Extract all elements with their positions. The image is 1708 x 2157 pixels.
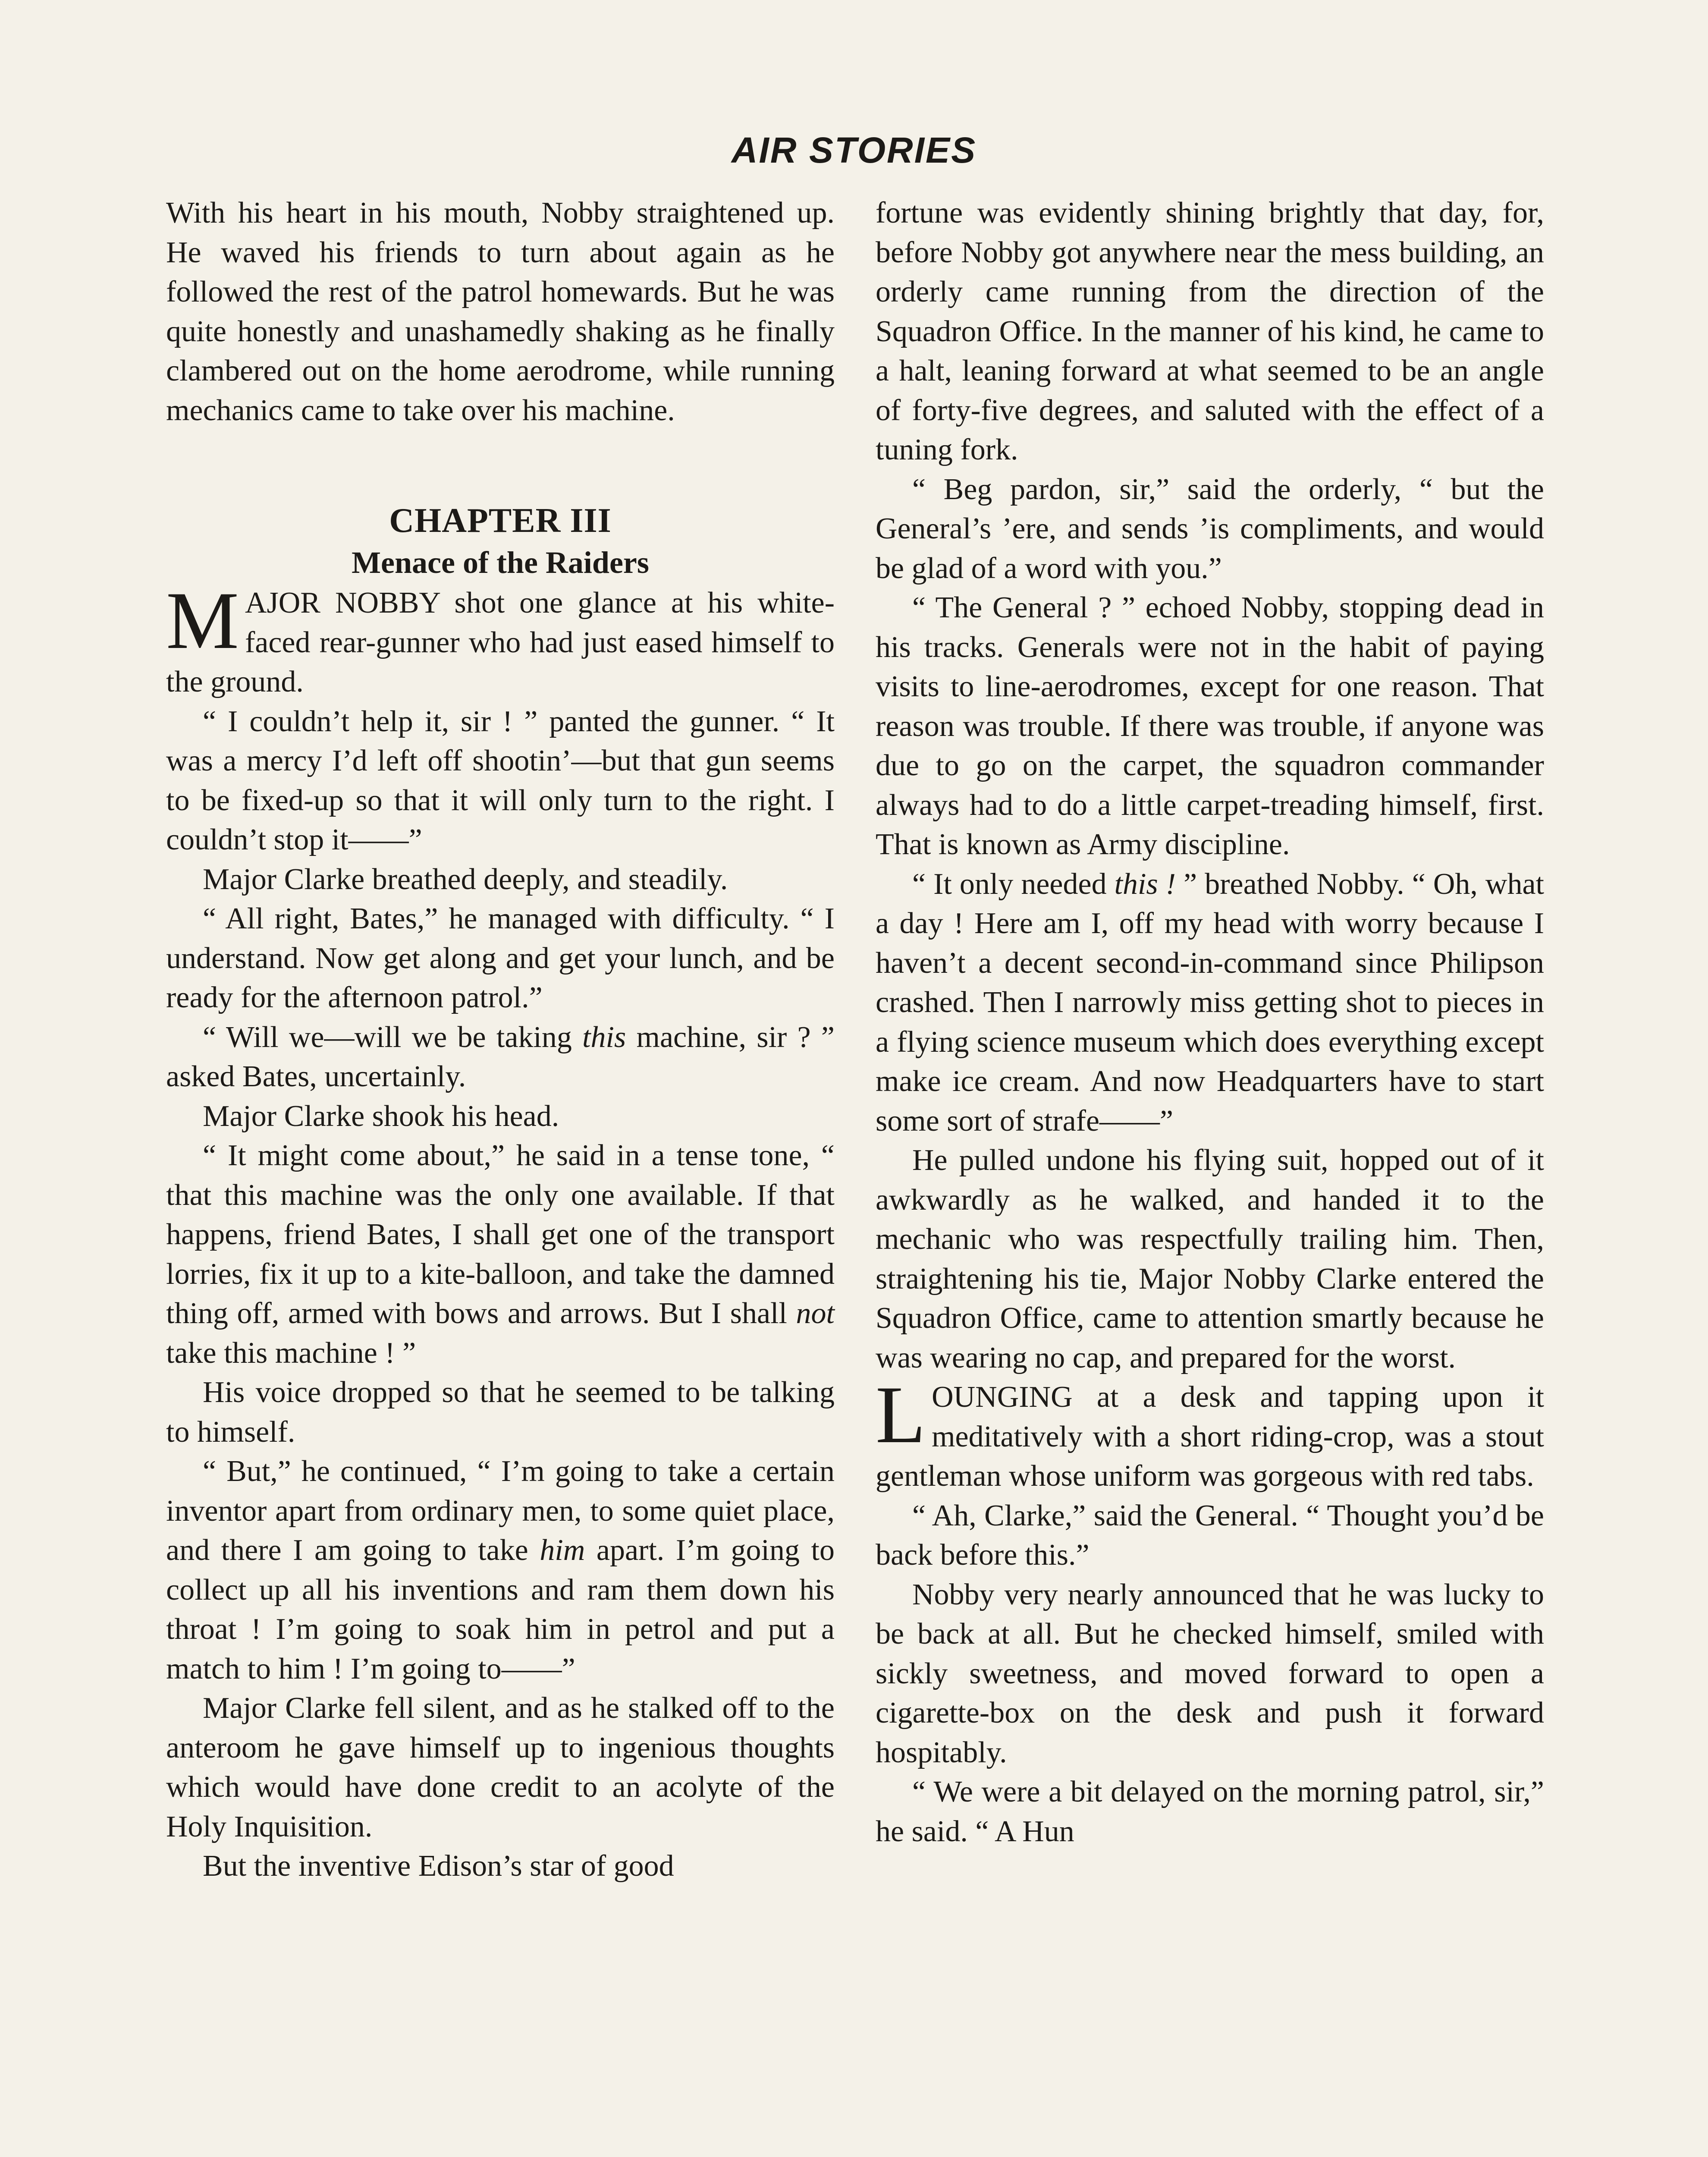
paragraph [166, 1452, 835, 1688]
paragraph: With his heart in his mouth, Nobby straightened up. He waved his friends to turn about again as he followed the rest of the patrol homewards. But he was quite honestly and unashamedly shaking as he finally clambered out on the home aerodrome, while running mechanics came to take over his machine. [166, 196, 835, 427]
paragraph: “ We were a bit delayed on the morning patrol, sir,” he said. “ A Hun [876, 1775, 1544, 1848]
paragraph: “ Ah, Clarke,” said the General. “ Thought you’d be back before this.” [876, 1499, 1544, 1572]
paragraph: “ I couldn’t help it, sir ! ” panted the gunner. “ It was a mercy I’d left off shootin’—but that gun seems to be fixed-up so that it will only turn to the right. I couldn’t stop it——” [166, 704, 835, 856]
paragraph: Major Clarke breathed deeply, and steadily. [203, 862, 728, 896]
chapter-title: CHAPTER III [389, 502, 612, 540]
paragraph: fortune was evidently shining brightly that day, for, before Nobby got anywhere near the mess building, an orderly came running from the direction of the Squadron Office. In the manner of his kind, he came to a halt, leaning forward at what seemed to be an angle of forty-five degrees, and saluted with the effect of a tuning fork. [876, 196, 1544, 466]
paragraph-text: apart. I’m going to collect up all his inventions and ram them down his throat ! I’m going to soak him in petrol and put a match to him ! I’m going to——” [166, 1534, 835, 1685]
paragraph: “ All right, Bates,” he managed with difficulty. “ I understand. Now get along and get your lunch, and be ready for the afternoon patrol.” [166, 902, 835, 1014]
paragraph-text: “ Will we—will we be taking [203, 1020, 583, 1054]
paragraph: His voice dropped so that he seemed to be talking to himself. [166, 1376, 835, 1449]
paragraph-text: AJOR NOBBY shot one glance at his white-faced rear-gunner who had just eased himself to the ground. [166, 586, 835, 698]
paragraph [166, 1018, 835, 1097]
paragraph-text: ” breathed Nobby. “ Oh, what a day ! Here am I, off my head with worry because I haven’t a decent second-in-command since Philipson crashed. Then I narrowly miss getting shot to pieces in a flying science museum which does everything except make ice cream. And now Headquarters have to start some sort of strafe——” [876, 867, 1545, 1138]
running-header: AIR STORIES [731, 130, 977, 170]
paragraph [166, 1136, 835, 1373]
right-column [876, 193, 1544, 1851]
paragraph: “ The General ? ” echoed Nobby, stopping dead in his tracks. Generals were not in the habit of paying visits to line-aerodromes, except for one reason. That reason was trouble. If there was trouble, if anyone was due to go on the carpet, the squadron commander always had to do a little carpet-treading himself, first. That is known as Army discipline. [876, 591, 1544, 861]
chapter-subtitle: Menace of the Raiders [352, 545, 649, 580]
paragraph: “ Beg pardon, sir,” said the orderly, “ but the General’s ’ere, and sends ’is compliments, and would be glad of a word with you.” [876, 472, 1544, 585]
paragraph [166, 575, 835, 702]
paragraph: He pulled undone his flying suit, hopped out of it awkwardly as he walked, and handed it to the mechanic who was respectfully trailing him. Then, straightening his tie, Major Nobby Clarke entered the Squadron Office, came to attention smartly because he was wearing no cap, and prepared for the worst. [876, 1144, 1544, 1374]
italic-text: this [582, 1020, 626, 1054]
paragraph-text: “ It might come about,” he said in a tense tone, “ that this machine was the only one available. If that happens, friend Bates, I shall get one of the transport lorries, fix it up to a kite-balloon, and take the damned thing off, armed with bows and arrows. But I shall [166, 1139, 835, 1330]
drop-cap: L [876, 1370, 926, 1460]
paragraph [876, 1370, 1544, 1496]
paragraph: But the inventive Edison’s star of good [203, 1849, 674, 1883]
italic-text: this ! [1114, 867, 1176, 901]
left-column [166, 193, 835, 1886]
paragraph-text: OUNGING at a desk and tapping upon it meditatively with a short riding-crop, was a stout gentleman whose uniform was gorgeous with red tabs. [876, 1380, 1544, 1493]
paragraph: Major Clarke fell silent, and as he stalked off to the anteroom he gave himself up to ingenious thoughts which would have done credit to an acolyte of the Holy Inquisition. [166, 1692, 835, 1843]
paragraph [876, 865, 1544, 1141]
paragraph-text: machine, sir ? ” asked Bates, uncertainly. [166, 1020, 835, 1093]
paragraph-text: “ It only needed [912, 867, 1115, 901]
paragraph-text: “ But,” he continued, “ I’m going to take a certain inventor apart from ordinary men, to some quiet place, and there I am going to take [166, 1455, 835, 1567]
italic-text: him [540, 1534, 585, 1567]
drop-cap: M [166, 575, 239, 666]
paragraph-text: take this machine ! ” [166, 1336, 416, 1370]
italic-text: not [796, 1297, 835, 1330]
paragraph: Major Clarke shook his head. [203, 1099, 559, 1133]
paragraph: Nobby very nearly announced that he was lucky to be back at all. But he checked himself, smiled with sickly sweetness, and moved forward to open a cigarette-box on the desk and push it forward hospitably. [876, 1578, 1544, 1769]
